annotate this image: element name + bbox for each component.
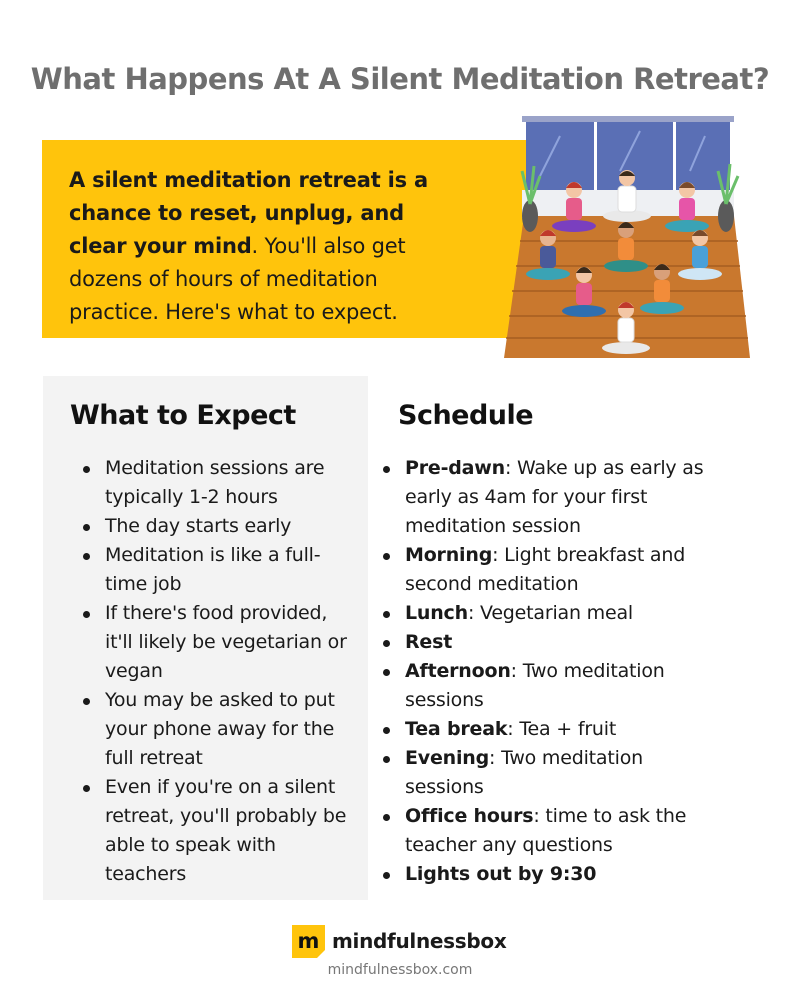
list-item: If there's food provided, it'll likely be vegetarian or vegan bbox=[80, 599, 355, 686]
schedule-heading: Schedule bbox=[398, 400, 534, 431]
list-item: Meditation is like a full-time job bbox=[80, 541, 355, 599]
schedule-item bbox=[380, 454, 710, 541]
list-item: You may be asked to put your phone away for the full retreat bbox=[80, 686, 355, 773]
schedule-item-label: Office hours bbox=[405, 805, 534, 827]
schedule-item bbox=[380, 715, 710, 744]
schedule-item-label: Lights out by 9:30 bbox=[405, 863, 597, 885]
schedule-item bbox=[380, 744, 710, 802]
list-item: Even if you're on a silent retreat, you'll probably be able to speak with teachers bbox=[80, 773, 355, 889]
list-item: Meditation sessions are typically 1-2 hours bbox=[80, 454, 355, 512]
schedule-item bbox=[380, 628, 710, 657]
schedule-item-label: Evening bbox=[405, 747, 490, 769]
schedule-item-text: : Light breakfast and second meditation bbox=[405, 544, 686, 595]
intro-box bbox=[42, 140, 546, 338]
schedule-item-text: : Wake up as early as early as 4am for your first meditation session bbox=[405, 457, 704, 537]
list-item: The day starts early bbox=[80, 512, 355, 541]
schedule-item-label: Afternoon bbox=[405, 660, 511, 682]
intro-rest-text: . You'll also get dozens of hours of meditation practice. Here's what to expect. bbox=[69, 234, 406, 324]
what-to-expect-heading: What to Expect bbox=[70, 400, 296, 431]
brand-name: mindfulnessbox bbox=[332, 929, 507, 953]
schedule-item bbox=[380, 860, 710, 889]
logo-mark-icon: m bbox=[292, 925, 325, 958]
schedule-item-text: : Vegetarian meal bbox=[467, 602, 633, 624]
schedule-item-text: : Two meditation sessions bbox=[405, 747, 643, 798]
intro-text bbox=[69, 164, 439, 329]
page-title: What Happens At A Silent Meditation Retreat? bbox=[30, 62, 770, 96]
schedule-item-text: : Tea + fruit bbox=[507, 718, 617, 740]
schedule-item-label: Morning bbox=[405, 544, 493, 566]
schedule-item bbox=[380, 599, 710, 628]
intro-bold-text: A silent meditation retreat is a chance to reset, unplug, and clear your mind bbox=[69, 168, 429, 258]
schedule-item bbox=[380, 541, 710, 599]
schedule-item bbox=[380, 657, 710, 715]
schedule-item-text: : Two meditation sessions bbox=[405, 660, 665, 711]
schedule-list bbox=[380, 454, 710, 889]
schedule-item-label: Rest bbox=[405, 631, 453, 653]
meditation-class-illustration bbox=[500, 116, 756, 360]
schedule-item-label: Pre-dawn bbox=[405, 457, 505, 479]
schedule-item-label: Tea break bbox=[405, 718, 508, 740]
brand-logo bbox=[292, 924, 506, 958]
schedule-item bbox=[380, 802, 710, 860]
brand-url: mindfulnessbox.com bbox=[327, 962, 473, 978]
schedule-item-label: Lunch bbox=[405, 602, 468, 624]
schedule-item-text: : time to ask the teacher any questions bbox=[405, 805, 687, 856]
what-to-expect-list bbox=[80, 454, 355, 889]
